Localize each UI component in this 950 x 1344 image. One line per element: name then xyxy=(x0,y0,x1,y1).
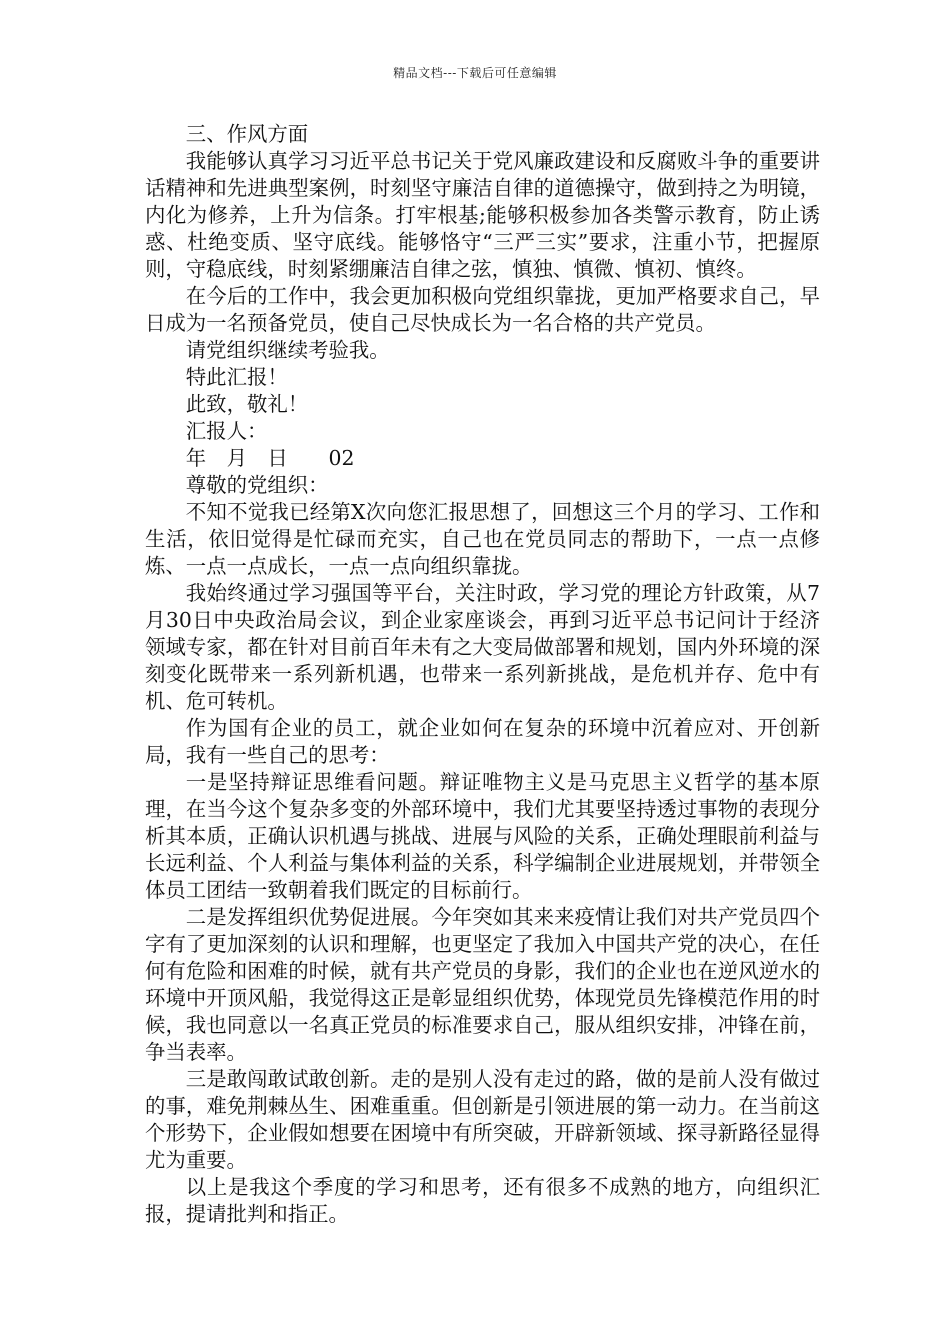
paragraph: 以上是我这个季度的学习和思考，还有很多不成熟的地方，向组织汇报，提请批判和指正。 xyxy=(145,1175,820,1226)
greeting: 尊敬的党组织： xyxy=(185,473,329,497)
paragraph: 我能够认真学习习近平总书记关于党风廉政建设和反腐败斗争的重要讲话精神和先进典型案例，时刻坚守廉洁自律的道德操守，做到持之为明镜，内化为修养，上升为信条。打牢根基;能够积极参加各类警示教育，防止诱惑、杜绝变质、坚守底线。能够恪守“三严三实”要求，注重小节，把握原则，守稳底线，时刻紧绷廉洁自律之弦，慎独、慎微、慎初、慎终。 xyxy=(145,149,820,281)
reporter-line: 汇报人： xyxy=(185,419,268,443)
closing-line: 特此汇报！ xyxy=(185,365,288,389)
paragraph: 在今后的工作中，我会更加积极向党组织靠拢，更加严格要求自己，早日成为一名预备党员，使自己尽快成长为一名合格的共产党员。 xyxy=(145,284,820,335)
paragraph: 三是敢闯敢试敢创新。走的是别人没有走过的路，做的是前人没有做过的事，难免荆棘丛生、困难重重。但创新是引领进展的第一动力。在当前这个形势下，企业假如想要在困境中有所突破，开辟新领域、探寻新路径显得尤为重要。 xyxy=(145,1067,820,1172)
salutation: 此致，敬礼！ xyxy=(185,392,309,416)
paragraph: 不知不觉我已经第X次向您汇报思想了，回想这三个月的学习、工作和生活，依旧觉得是忙碌而充实，自己也在党员同志的帮助下，一点一点修炼、一点一点成长，一点一点向组织靠拢。 xyxy=(145,500,820,578)
date-line: 年 月 日 02 xyxy=(185,446,355,470)
paragraph: 作为国有企业的员工，就企业如何在复杂的环境中沉着应对、开创新局，我有一些自己的思考： xyxy=(145,716,820,767)
paragraph: 二是发挥组织优势促进展。今年突如其来来疫情让我们对共产党员四个字有了更加深刻的认识和理解，也更坚定了我加入中国共产党的决心，在任何有危险和困难的时候，就有共产党员的身影，我们的企业也在逆风逆水的环境中开顶风船，我觉得这正是彰显组织优势，体现党员先锋模范作用的时候，我也同意以一名真正党员的标准要求自己，服从组织安排，冲锋在前，争当表率。 xyxy=(145,905,820,1064)
document-body xyxy=(145,121,820,1228)
paragraph: 一是坚持辩证思维看问题。辩证唯物主义是马克思主义哲学的基本原理，在当今这个复杂多变的外部环境中，我们尤其要坚持透过事物的表现分析其本质，正确认识机遇与挑战、进展与风险的关系，正确处理眼前利益与长远利益、个人利益与集体利益的关系，科学编制企业进展规划，并带领全体员工团结一致朝着我们既定的目标前行。 xyxy=(145,770,820,902)
paragraph: 请党组织继续考验我。 xyxy=(185,338,390,362)
paragraph: 我始终通过学习强国等平台，关注时政，学习党的理论方针政策，从7月30日中央政治局会议，到企业家座谈会，再到习近平总书记问计于经济领域专家，都在针对目前百年未有之大变局做部署和规划，国内外环境的深刻变化既带来一系列新机遇，也带来一系列新挑战，是危机并存、危中有机、危可转机。 xyxy=(145,581,820,713)
page-header: 精品文档---下载后可任意编辑 xyxy=(393,66,557,80)
section-heading: 三、作风方面 xyxy=(185,122,309,146)
